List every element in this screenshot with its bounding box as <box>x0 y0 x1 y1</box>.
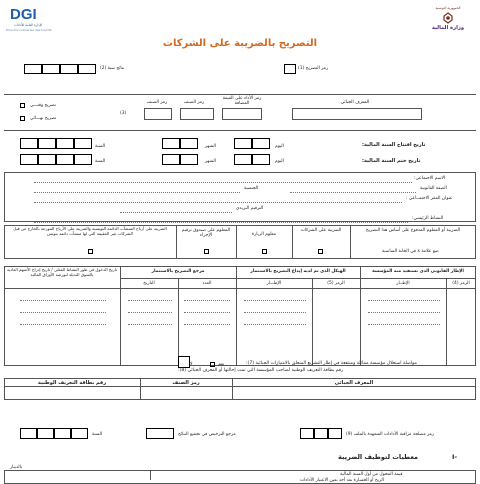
closing-month-label: الشهر <box>205 159 216 164</box>
opening-date-label: تاريخ افتتاح السنة المالية: <box>362 142 426 148</box>
class-code-field[interactable] <box>144 108 172 120</box>
col-divider <box>120 266 121 366</box>
office-code-box-1[interactable] <box>328 428 342 439</box>
table-entry-line[interactable] <box>128 324 172 325</box>
table-entry-line[interactable] <box>244 300 306 301</box>
divider <box>4 130 476 131</box>
col-divider <box>150 470 151 480</box>
ministry-logo <box>424 6 472 40</box>
closing-day-box-2[interactable] <box>252 154 270 165</box>
opening-year-box-3[interactable] <box>56 138 74 149</box>
divider <box>4 94 476 95</box>
tax-id-header: المعرف الجبائي <box>340 100 370 105</box>
table-entry-line[interactable] <box>184 300 230 301</box>
year-box-1[interactable] <box>24 64 42 74</box>
class-code-header: رمز الصنف <box>146 100 168 105</box>
closing-month-box-2[interactable] <box>180 154 198 165</box>
no-label: لا <box>190 362 193 367</box>
legal-form-line[interactable] <box>290 192 416 193</box>
transferor-tax-id-header: المعرف الجبائي <box>334 380 374 386</box>
visit-fee-header: معلوم الزيارة <box>251 232 277 237</box>
closing-year-box-4[interactable] <box>74 154 92 165</box>
corporate-tax-header: الضريبة على الشركات <box>300 228 342 233</box>
permit-ref-box[interactable] <box>146 428 174 439</box>
yes-label: نعم <box>218 362 225 367</box>
visit-fee-checkbox[interactable] <box>262 249 267 254</box>
closing-year-box-3[interactable] <box>56 154 74 165</box>
page-title: التصريح بالضريبة على الشركات <box>162 38 318 49</box>
opening-day-box-2[interactable] <box>252 138 270 149</box>
tax-table-note: ضع علامة x في الخانة المناسبة <box>382 249 439 254</box>
tax-data-table <box>4 470 476 484</box>
training-fund-header: المعلوم على صندوق ترقيم الإجراء <box>181 228 231 238</box>
closing-date-label: تاريخ ختم السنة المالية: <box>362 158 421 164</box>
col-divider <box>232 378 233 400</box>
carried-over-row-label: قيمة المحول من أول السنة المالية <box>340 472 403 477</box>
opening-day-label: اليوم <box>275 144 284 149</box>
activity-start-header: تاريخ الدخول في طور النشاط الفعلي / تاريخ إدراج الأسهم العادية بالسوق البديلة لبورصة الأوراق المالية <box>6 267 118 277</box>
table-entry-line[interactable] <box>20 324 106 325</box>
legal-form-label: الصفة القانونية <box>420 186 447 191</box>
table-entry-line[interactable] <box>184 312 230 313</box>
yes-checkbox[interactable] <box>210 362 215 367</box>
transferor-national-id-header: رقم بطاقة التعريف الوطنية <box>37 380 107 386</box>
col-divider <box>176 225 177 259</box>
investment-ref-date-header: التاريخ <box>143 281 155 286</box>
year-box-3[interactable] <box>60 64 78 74</box>
table-entry-line[interactable] <box>184 324 230 325</box>
investment-body-frame-header: الإطـــار <box>266 281 282 286</box>
results-year-label: نتائج سنة (2) <box>100 66 125 71</box>
final-label: تصريح نهـــائي <box>30 116 57 121</box>
ministry-emblem-icon <box>442 12 454 24</box>
opening-year-box-4[interactable] <box>74 138 92 149</box>
col-divider <box>360 266 361 366</box>
opening-year-label: السنة <box>95 144 106 149</box>
opening-month-box-1[interactable] <box>162 138 180 149</box>
legal-framework-frame-header: الإطــار <box>396 281 410 286</box>
declaration-code-label: رمز التصريح (1) <box>298 66 329 71</box>
closing-year-box-2[interactable] <box>38 154 56 165</box>
table-entry-line[interactable] <box>368 324 440 325</box>
section-number: I- <box>452 453 458 461</box>
ministry-label: وزارة المالية <box>431 25 465 31</box>
republic-label: الجمهورية التونسية <box>435 6 461 10</box>
training-fund-checkbox[interactable] <box>204 249 209 254</box>
table-entry-line[interactable] <box>20 300 106 301</box>
closing-day-label: اليوم <box>275 159 284 164</box>
table-entry-line[interactable] <box>20 312 106 313</box>
nationality-line[interactable] <box>34 192 240 193</box>
dgi-logo <box>6 6 50 36</box>
permit-year-box-2[interactable] <box>37 428 54 439</box>
provisional-checkbox[interactable] <box>20 103 25 108</box>
col-divider <box>140 378 141 400</box>
final-checkbox[interactable] <box>20 116 25 121</box>
transferor-class-header: رمز الصنف <box>172 380 200 386</box>
main-activity-label: النشاط الرئيسي: <box>412 216 444 221</box>
permit-year-box-1[interactable] <box>20 428 37 439</box>
note-3: (3) <box>120 111 127 116</box>
permit-year-box-3[interactable] <box>54 428 71 439</box>
col-divider <box>350 225 351 259</box>
table-entry-line[interactable] <box>368 300 440 301</box>
postal-code-line[interactable] <box>120 212 232 213</box>
office-code-label: رمز مصلحة مراقبة الأداءات المتعهدة بالملف (9) <box>346 432 434 437</box>
table-entry-line[interactable] <box>128 300 172 301</box>
provisional-label: تصريح وقتـــي <box>30 103 56 108</box>
table-entry-line[interactable] <box>244 312 306 313</box>
dgi-logo-caption: Direction Générale des Impôts <box>6 28 52 32</box>
investment-ref-header: مرجع التصريح بالاستثمار <box>151 269 205 274</box>
postal-code-label: الترقيم البريدي <box>236 206 264 211</box>
dgi-logo-text: DGI <box>10 6 37 23</box>
nationality-label: الجنسية <box>244 186 259 191</box>
permit-year-label: السنة <box>92 432 103 437</box>
permit-year-box-4[interactable] <box>71 428 88 439</box>
transfer-question: رقم بطاقة التعريف الوطنية لصاحب المؤسسة التي تمت إحالتها أو المعرف الجبائي (8): <box>178 368 344 373</box>
office-code-box-3[interactable] <box>300 428 314 439</box>
col-divider <box>236 225 237 259</box>
table-entry-line[interactable] <box>368 312 440 313</box>
investment-ref-number-header: العدد <box>202 281 212 286</box>
corporate-tax-checkbox[interactable] <box>318 249 323 254</box>
closing-month-box-1[interactable] <box>162 154 180 165</box>
investment-body-code-header: الرمز (5) <box>327 281 345 286</box>
closing-day-box-1[interactable] <box>234 154 252 165</box>
closing-year-label: السنة <box>95 159 106 164</box>
declaration-code-box[interactable] <box>284 64 296 74</box>
foreign-profit-checkbox[interactable] <box>88 249 93 254</box>
opening-month-label: الشهر <box>205 144 216 149</box>
tax-basis-header: الضريبة أو المعلوم المدفوع على أساس هذا التصريح <box>365 228 461 233</box>
opening-month-box-2[interactable] <box>180 138 198 149</box>
year-box-4[interactable] <box>78 64 96 74</box>
dgi-logo-sub: الإدارة العامة للأداءات <box>13 23 43 27</box>
category-code-header: رمز الصنف <box>183 100 205 105</box>
hq-address-label: عنوان المقر الاجتمــاعي : <box>406 196 453 201</box>
year-box-2[interactable] <box>42 64 60 74</box>
continuation-question: مواصلة استغلال مؤسسة مماثلة ومنتفعة في إطار التشريع المتعلق بالامتيازات الجبائية (7): <box>246 361 417 366</box>
section-title: معطيات لتوظيف الضريبة <box>338 453 419 461</box>
profit-loss-row-label: الربح أو الخسارة بعد أخذ بعين الاعتبار الأداءات <box>300 478 384 483</box>
vat-code-header: رمز الأداء على القيمة المضافة <box>222 96 262 106</box>
col-divider <box>236 266 237 366</box>
no-checkbox[interactable] <box>178 356 190 368</box>
row-divider <box>4 288 476 289</box>
opening-year-box-1[interactable] <box>20 138 38 149</box>
hq-address-line[interactable] <box>34 202 402 203</box>
vat-code-field[interactable] <box>222 108 262 120</box>
row-divider <box>4 386 476 387</box>
col-divider <box>446 278 447 366</box>
tax-id-field[interactable] <box>292 108 422 120</box>
col-divider <box>178 278 179 366</box>
row-divider <box>120 278 476 279</box>
opening-year-box-2[interactable] <box>38 138 56 149</box>
opening-day-box-1[interactable] <box>234 138 252 149</box>
legal-framework-code-header: الرمز (4) <box>452 281 470 286</box>
col-divider <box>312 278 313 366</box>
table-entry-line[interactable] <box>128 312 172 313</box>
legal-framework-header: الإطار القانوني الذي تستفيد منه المؤسسة <box>372 269 464 274</box>
company-name-label: الاسم الاجتماعي: <box>414 176 446 181</box>
investment-body-header: الهيكل الذي تم لديه إيداع التصريح بالاستثمار <box>250 269 346 274</box>
company-name-line[interactable] <box>34 182 412 183</box>
office-code-box-2[interactable] <box>314 428 328 439</box>
category-code-field[interactable] <box>180 108 214 120</box>
table-entry-line[interactable] <box>244 324 306 325</box>
currency-label: بالدينار <box>10 465 23 470</box>
closing-year-box-1[interactable] <box>20 154 38 165</box>
permit-ref-label: مرجع الترخيص في تجميع النتائج <box>178 432 236 437</box>
foreign-profit-header: الضريبة على أرباح المنشآت الدائمة التونسية والضريبة على الأرباح الموزعة بالخارج من قبل الشركات غير المقيمة التي لها منشآت دائمة بتونس <box>13 226 167 236</box>
col-divider <box>292 225 293 259</box>
main-activity-line[interactable] <box>34 222 408 223</box>
